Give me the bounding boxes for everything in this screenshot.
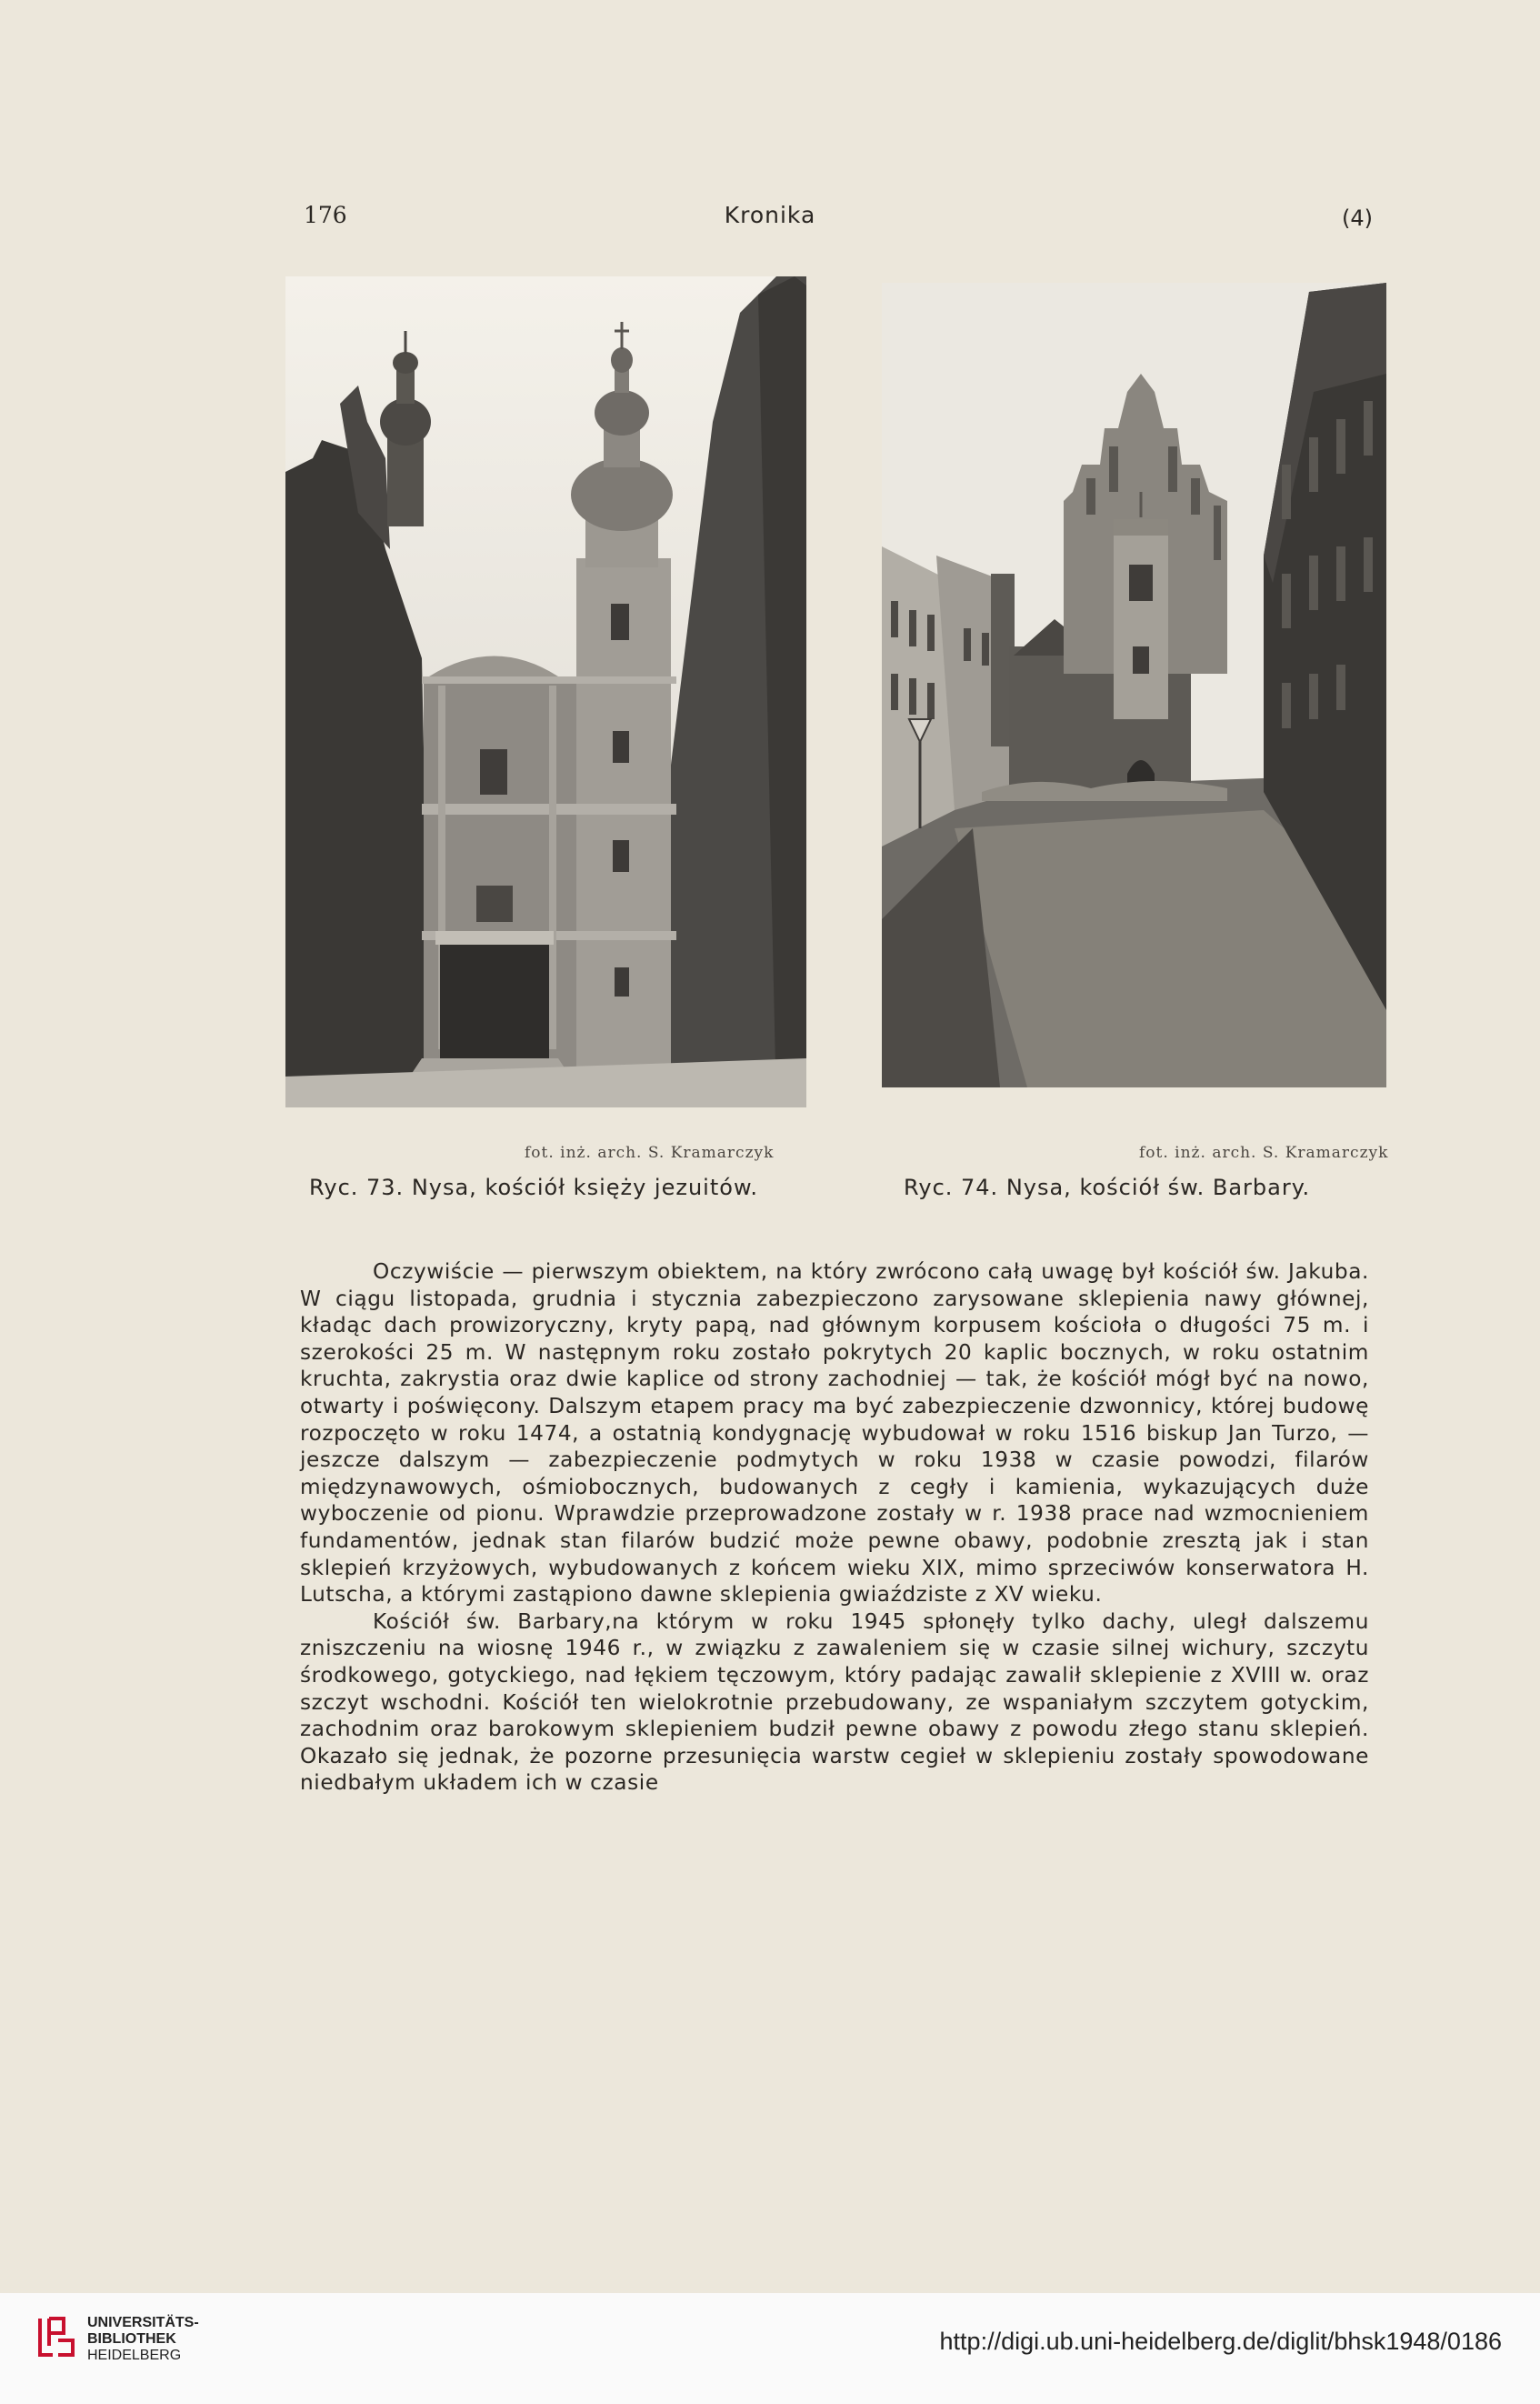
page-header: [0, 202, 1540, 238]
library-logo-icon: [33, 2313, 80, 2360]
paragraph: Oczywiście — pierwszym obiektem, na który zwrócono całą uwagę był kościół św. Jakuba. W ciągu listopada, grudnia i stycznia zabezpieczono zarysowane sklepienia nawy głównej, kładąc dach prowizoryczny, kryty papą, nad głównym korpusem kościoła o długości 75 m. i szerokości 25 m. W następnym roku zostało pokrytych 20 kaplic bocznych, w roku ostatnim kruchta, zakrystia oraz dwie kaplice od strony zachodniej — tak, że kościół mógł być na nowo, otwarty i poświęcony. Dalszym etapem pracy ma być zabezpieczenie dzwonnicy, której budowę rozpoczęto w roku 1474, a ostatnią kondygnację wybudował w roku 1516 biskup Jan Turzo, — jeszcze dalszym — zabezpieczenie podmytych w roku 1938 w czasie powodzi, filarów międzynawowych, ośmiobocznych, budowanych z cegły i kamienia, wykazujących duże wyboczenie od pionu. Wprawdzie przeprowadzone zostały w r. 1938 prace nad wzmocnieniem fundamentów, jednak stan filarów budzić może pewne obawy, podobnie zresztą jak i stan sklepień krzyżowych, wybudowanych z końcem wieku XIX, mimo sprzeciwów konserwatora H. Lutscha, a którymi zastąpiono dawne sklepienia gwiaździste z XV wieku.: [300, 1259, 1369, 1608]
library-name: [87, 2315, 199, 2364]
library-footer: [0, 2293, 1540, 2404]
running-title: Kronika: [724, 202, 816, 228]
section-number: (4): [1342, 205, 1373, 231]
figure-caption-73: Ryc. 73. Nysa, kościół księży jezuitów.: [309, 1175, 758, 1200]
photo-jesuit-church: [285, 276, 806, 1107]
source-url-link[interactable]: http://digi.ub.uni-heidelberg.de/diglit/bhsk1948/0186: [939, 2328, 1502, 2355]
photo-credit-74: fot. inż. arch. S. Kramarczyk: [1139, 1144, 1389, 1162]
photo-st-barbara-church: [882, 283, 1386, 1087]
photo-credit-73: fot. inż. arch. S. Kramarczyk: [525, 1144, 775, 1162]
library-name-line: UNIVERSITÄTS-: [87, 2315, 199, 2330]
paragraph: Kościół św. Barbary,na którym w roku 1945 spłonęły tylko dachy, uległ dalszemu zniszczeniu na wiosnę 1946 r., w związku z zawaleniem się w czasie silnej wichury, szczytu środkowego, gotyckiego, nad łękiem tęczowym, który padając zawalił sklepienie z XVIII w. oraz szczyt wschodni. Kościół ten wielokrotnie przebudowany, ze wspaniałym szczytem gotyckim, zachodnim oraz barokowym sklepieniem budził pewne obawy z powodu złego stanu sklepień. Okazało się jednak, że pozorne przesunięcia warstw cegieł w sklepieniu zostały spowodowane niedbałym układem ich w czasie: [300, 1608, 1369, 1796]
figure-caption-74: Ryc. 74. Nysa, kościół św. Barbary.: [904, 1175, 1311, 1200]
library-name-line: HEIDELBERG: [87, 2348, 182, 2363]
body-text: [300, 1258, 1369, 1797]
library-name-line: BIBLIOTHEK: [87, 2331, 176, 2347]
page-number: 176: [304, 202, 347, 228]
